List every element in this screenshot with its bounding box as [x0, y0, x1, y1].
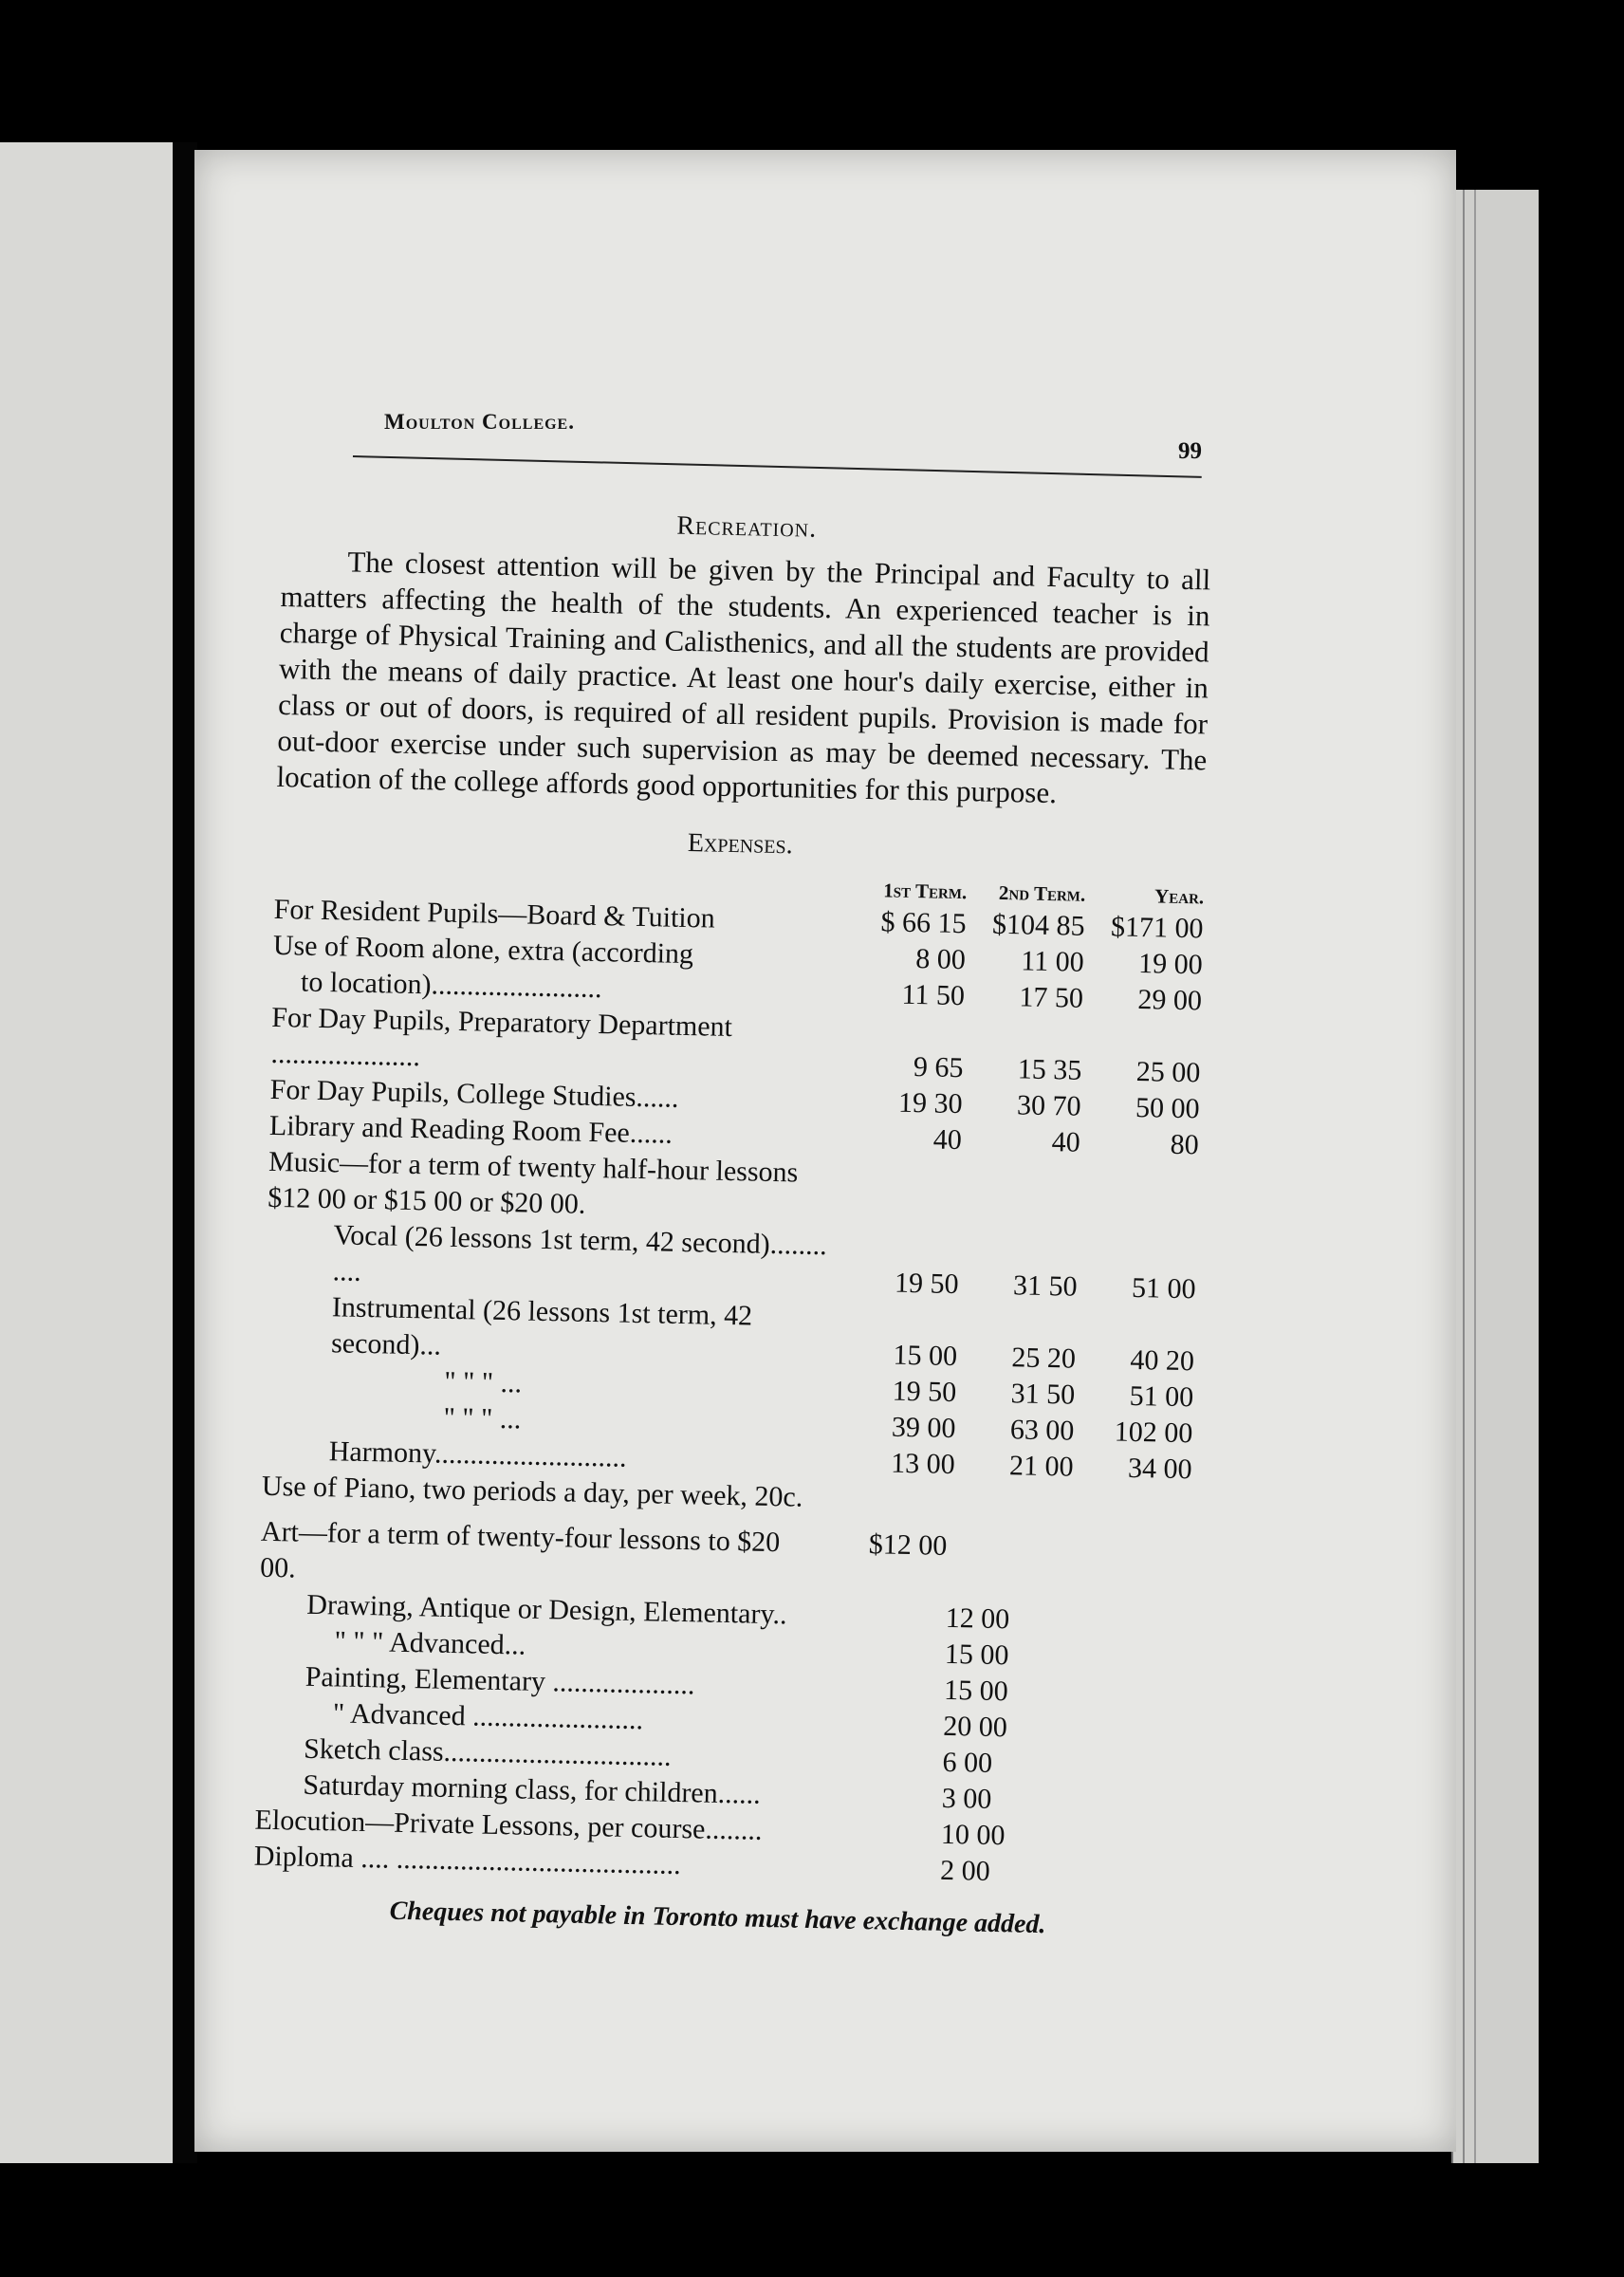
page-edges [1451, 190, 1539, 2163]
table-row: Use of Piano, two periods a day, per week, 20c. [261, 1470, 803, 1513]
table-row: For Resident Pupils—Board & Tuition $ 66 15 $104 85 $171 00 [273, 893, 1204, 945]
table-row: Harmony........................... 13 00 21 00 34 00 [328, 1435, 1192, 1486]
table-row: to location)........................ 11 50 17 50 29 00 [300, 966, 1203, 1017]
table-row: Drawing, Antique or Design, Elementary.. 12 00 [306, 1588, 1010, 1636]
running-title: Moulton College. [384, 410, 575, 434]
recreation-heading: Recreation. [676, 510, 818, 544]
page-number: 99 [1178, 438, 1202, 464]
column-header: 2nd Term. [998, 880, 1086, 906]
art-fees-table [253, 1514, 1190, 1894]
table-row: Vocal (26 lessons 1st term, 42 second)........ .... 19 50 31 50 51 00 [332, 1219, 1196, 1305]
table-row: Music—for a term of twenty half-hour lessons $12 00 or $15 00 or $20 00. [268, 1145, 799, 1220]
column-header: Year. [1153, 884, 1205, 909]
table-row: Sketch class................................ 6 00 [303, 1732, 993, 1779]
table-row: Saturday morning class, for children...... 3 00 [303, 1768, 992, 1815]
table-row: " " " ... 19 50 31 50 51 00 [443, 1365, 1194, 1414]
exchange-footnote: Cheques not payable in Toronto must have exchange added. [389, 1896, 1046, 1940]
expenses-heading: Expenses. [687, 828, 793, 861]
table-row: For Day Pupils, College Studies...... 19 30 30 70 50 00 [269, 1073, 1200, 1125]
table-row: Library and Reading Room Fee...... 40 40 80 [268, 1109, 1200, 1161]
table-row: Elocution—Private Lessons, per course........ 10 00 [254, 1804, 1006, 1852]
column-header: 1st Term. [883, 879, 968, 904]
table-row: " " " ... 39 00 63 00 102 00 [443, 1401, 1193, 1450]
table-row: " Advanced ........................ 20 00 [332, 1697, 1008, 1744]
table-row: Diploma .... ........................................ 2 00 [253, 1840, 991, 1887]
table-row: Instrumental (26 lessons 1st term, 42 second)... 15 00 25 20 40 20 [330, 1291, 1195, 1378]
table-row: Art—for a term of twenty-four lessons to $20 00. $12 00 [259, 1515, 948, 1584]
recreation-paragraph: The closest attention will be given by the Principal and Faculty to all matters affecting the health of the students. An experienced teacher is in charge of Physical Training and Calisthenics, and all the students are provided with the means of daily practice. At least one hour's daily exercise, either in class or out of doors, is required of all resident pupils. Provision is made for out-door exercise under such supervision as may be deemed necessary. The location of the college affords good opportunities for this purpose. [276, 545, 1211, 810]
table-row: For Day Pupils, Preparatory Department ..................... 9 65 15 35 25 00 [270, 1001, 1201, 1089]
table-row: Use of Room alone, extra (according 8 00 11 00 19 00 [272, 929, 1204, 981]
page-content [252, 398, 1213, 1943]
table-row: " " " Advanced... 15 00 [334, 1625, 1009, 1672]
table-row: Painting, Elementary .................... 15 00 [304, 1660, 1009, 1708]
facing-page [0, 142, 178, 2163]
expenses-table [262, 863, 1205, 1524]
